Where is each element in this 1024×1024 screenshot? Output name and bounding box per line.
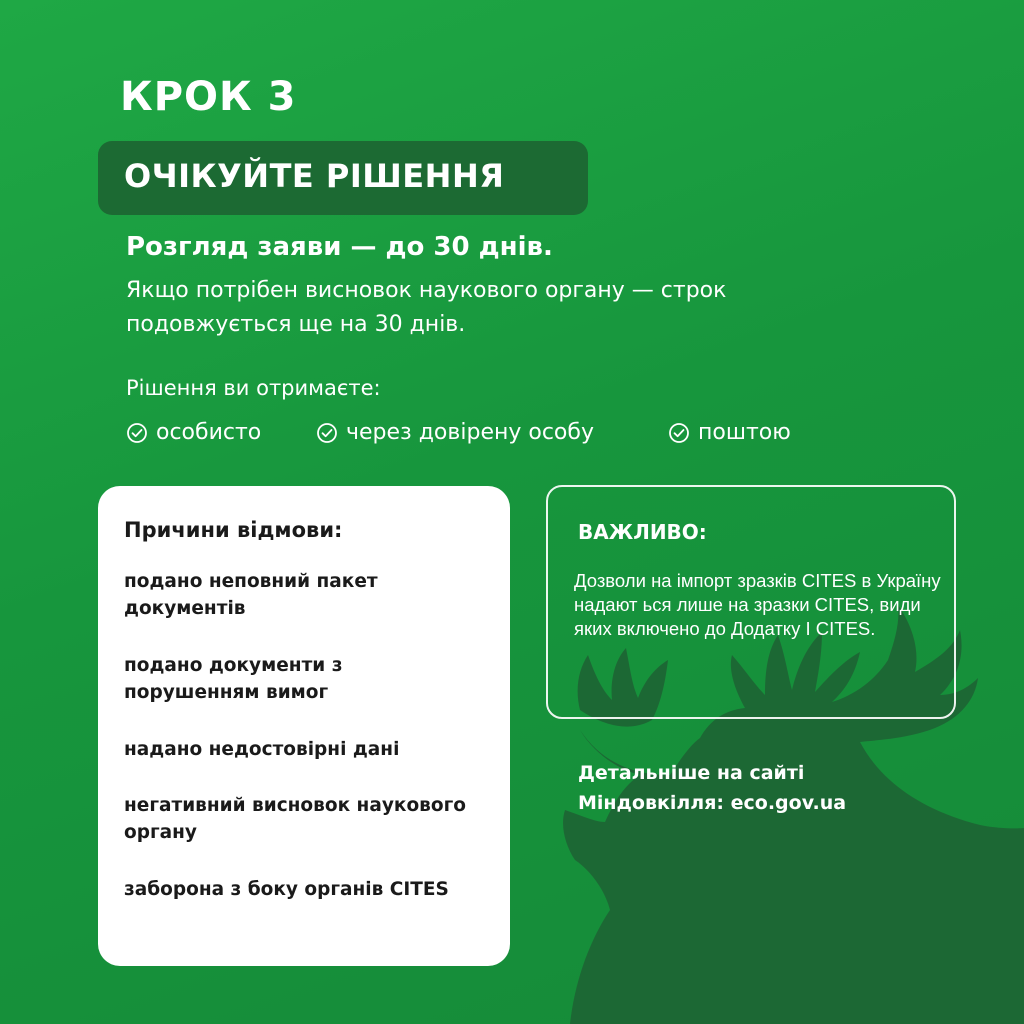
receive-label: Рішення ви отримаєте:	[126, 376, 381, 400]
more-info	[578, 758, 846, 818]
refusal-reason: заборона з боку органів CITES	[124, 879, 449, 900]
check-circle-icon	[668, 422, 690, 444]
option-in-person	[126, 420, 261, 445]
important-title: ВАЖЛИВО:	[578, 520, 707, 544]
refusal-reasons-card	[98, 486, 510, 966]
refusal-reason: подано документи з порушенням вимог	[124, 655, 343, 703]
option-label: поштою	[698, 420, 791, 445]
review-deadline: Розгляд заяви — до 30 днів.	[126, 232, 553, 262]
check-circle-icon	[316, 422, 338, 444]
option-by-post	[668, 420, 791, 445]
option-label: через довірену особу	[346, 420, 594, 445]
option-trusted-person	[316, 420, 594, 445]
step-subtitle: ОЧІКУЙТЕ РІШЕННЯ	[124, 157, 505, 195]
step-title: КРОК 3	[120, 74, 297, 120]
refusal-reason: подано неповний пакет документів	[124, 571, 378, 619]
option-label: особисто	[156, 420, 262, 445]
check-circle-icon	[126, 422, 148, 444]
refusal-reason: надано недостовірні дані	[124, 739, 400, 760]
more-info-website: Міндовкілля: eco.gov.ua	[578, 792, 847, 814]
refusal-reason: негативний висновок наукового органу	[124, 795, 466, 843]
review-extension-note: Якщо потрібен висновок наукового органу — строк подовжується ще на 30 днів.	[126, 278, 727, 337]
more-info-line: Детальніше на сайті	[578, 762, 805, 784]
refusal-title: Причини відмови:	[124, 518, 343, 542]
step-subtitle-pill	[98, 141, 588, 215]
important-note-card	[546, 485, 956, 719]
important-text: Дозволи на імпорт зразків CITES в Україну надают ься лише на зразки CITES, види яких включено до Додатку I CITES.	[574, 570, 941, 639]
